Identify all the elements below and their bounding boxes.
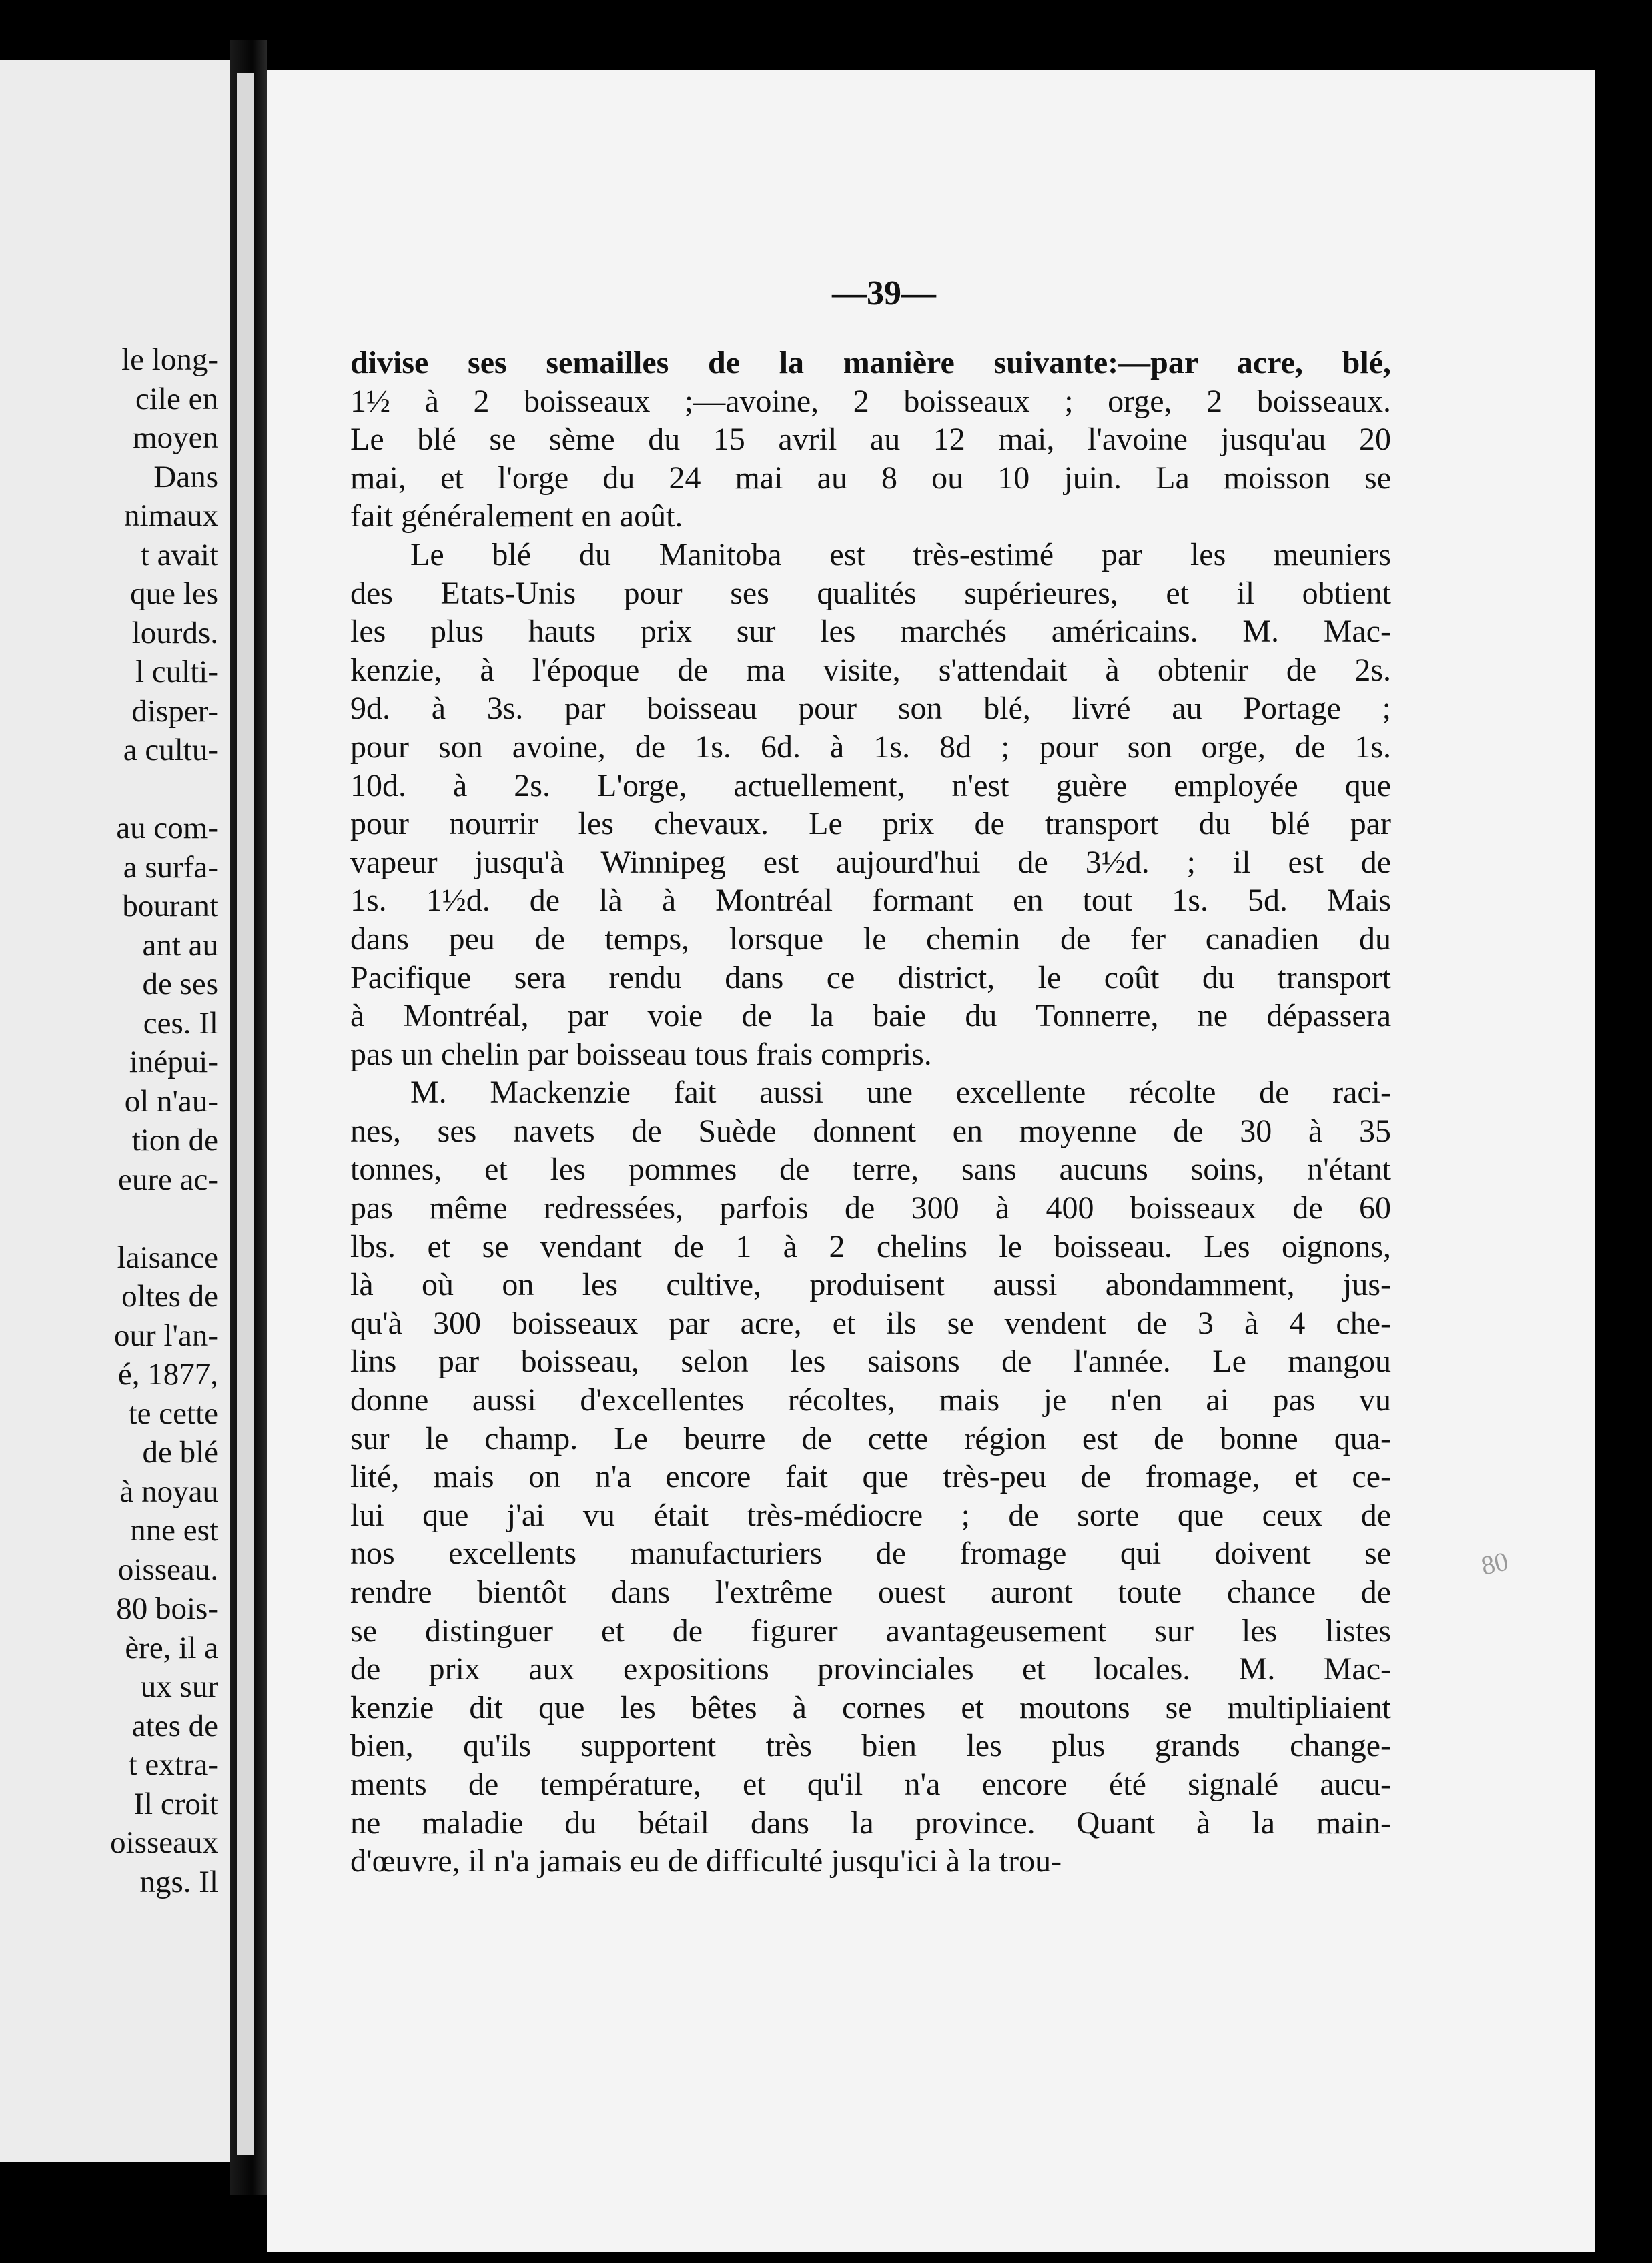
text-line: rendre bientôt dans l'extrême ouest auront toute chance de (350, 1574, 1391, 1610)
left-page-line: ant au (142, 927, 218, 963)
text-line: tonnes, et les pommes de terre, sans aucuns soins, n'étant (350, 1152, 1391, 1188)
left-page-line: eure ac- (118, 1162, 218, 1197)
text-line: ments de température, et qu'il n'a encore été signalé aucu- (350, 1766, 1391, 1802)
text-line: Le blé se sème du 15 avril au 12 mai, l'avoine jusqu'au 20 (350, 422, 1391, 458)
body-text (350, 344, 1391, 1881)
text-line: kenzie dit que les bêtes à cornes et moutons se multipliaient (350, 1689, 1391, 1725)
left-page-line: oisseaux (110, 1825, 218, 1860)
left-page-line: nne est (130, 1513, 218, 1548)
text-line: sur le champ. Le beurre de cette région est de bonne qua- (350, 1420, 1391, 1456)
text-line: des Etats-Unis pour ses qualités supérieures, et il obtient (350, 575, 1391, 611)
left-page-line: laisance (117, 1240, 218, 1275)
left-page-line: ol n'au- (124, 1083, 218, 1119)
left-page-line: lourds. (131, 615, 218, 650)
left-facing-page (0, 60, 230, 2162)
text-line: donne aussi d'excellentes récoltes, mais je n'en ai pas vu (350, 1382, 1391, 1418)
left-page-line: oisseau. (117, 1552, 218, 1587)
left-page-line: disper- (131, 693, 218, 729)
left-page-line: our l'an- (114, 1318, 218, 1353)
text-line: se distinguer et de figurer avantageusement sur les listes (350, 1613, 1391, 1649)
text-line: dans peu de temps, lorsque le chemin de fer canadien du (350, 921, 1391, 957)
text-line: pas même redressées, parfois de 300 à 400 boisseaux de 60 (350, 1190, 1391, 1226)
text-line: 1½ à 2 boisseaux ;—avoine, 2 boisseaux ; orge, 2 boisseaux. (350, 383, 1391, 419)
text-line: 1s. 1½d. de là à Montréal formant en tout 1s. 5d. Mais (350, 883, 1391, 919)
text-line: Le blé du Manitoba est très-estimé par les meuniers (410, 536, 1391, 572)
left-page-line: au com- (116, 811, 218, 845)
page-number: —39— (832, 274, 936, 312)
left-page-line: cile en (135, 381, 218, 416)
left-page-text (0, 340, 230, 1901)
text-line: 10d. à 2s. L'orge, actuellement, n'est guère employée que (350, 767, 1391, 803)
text-line: nes, ses navets de Suède donnent en moyenne de 30 à 35 (350, 1113, 1391, 1149)
text-line: kenzie, à l'époque de ma visite, s'attendait à obtenir de 2s. (350, 652, 1391, 688)
text-line: lins par boisseau, selon les saisons de l'année. Le mangou (350, 1344, 1391, 1380)
text-line: vapeur jusqu'à Winnipeg est aujourd'hui de 3½d. ; il est de (350, 844, 1391, 880)
left-page-line (0, 770, 230, 809)
text-line: là où on les cultive, produisent aussi abondamment, jus- (350, 1267, 1391, 1303)
left-page-line: moyen (133, 420, 218, 455)
left-page-line: oltes de (121, 1279, 218, 1314)
left-page-line: é, 1877, (117, 1357, 218, 1392)
text-line: ne maladie du bétail dans la province. Quant à la main- (350, 1805, 1391, 1841)
text-line: pour son avoine, de 1s. 6d. à 1s. 8d ; pour son orge, de 1s. (350, 729, 1391, 765)
text-line: pas un chelin par boisseau tous frais compris. (350, 1036, 932, 1072)
text-line: lité, mais on n'a encore fait que très-peu de fromage, et ce- (350, 1459, 1391, 1495)
left-page-line: 80 bois- (116, 1591, 218, 1626)
margin-pencil-mark: 80 (1478, 1546, 1511, 1581)
left-page-line: ces. Il (143, 1005, 218, 1041)
text-line: Pacifique sera rendu dans ce district, le coût du transport (350, 959, 1391, 995)
left-page-line: a cultu- (123, 733, 218, 767)
text-line: lui que j'ai vu était très-médiocre ; de sorte que ceux de (350, 1497, 1391, 1533)
text-line: à Montréal, par voie de la baie du Tonnerre, ne dépassera (350, 998, 1391, 1034)
text-line: bien, qu'ils supportent très bien les plus grands change- (350, 1728, 1391, 1764)
text-line: divise ses semailles de la manière suivante:—par acre, blé, (350, 345, 1391, 380)
left-page-line: l culti- (135, 654, 218, 689)
text-line: M. Mackenzie fait aussi une excellente récolte de raci- (410, 1075, 1391, 1111)
left-page-line: tion de (131, 1123, 218, 1158)
left-page-line: à noyau (119, 1474, 218, 1509)
left-page-line: a surfa- (123, 849, 218, 885)
left-page-line: ux sur (140, 1669, 218, 1704)
left-page-line (0, 1199, 230, 1238)
text-line: mai, et l'orge du 24 mai au 8 ou 10 juin. La moisson se (350, 460, 1391, 496)
left-page-line: de ses (142, 967, 218, 1001)
left-page-line: que les (130, 576, 218, 611)
left-page-line: de blé (142, 1435, 218, 1470)
text-line: les plus hauts prix sur les marchés américains. M. Mac- (350, 614, 1391, 650)
left-page-line: Dans (153, 459, 218, 494)
text-line: qu'à 300 boisseaux par acre, et ils se vendent de 3 à 4 che- (350, 1305, 1391, 1341)
text-line: de prix aux expositions provinciales et locales. M. Mac- (350, 1651, 1391, 1687)
left-page-line: Il croit (133, 1786, 218, 1821)
left-page-line: ates de (131, 1708, 218, 1743)
left-page-line: t extra- (128, 1747, 218, 1782)
text-line: nos excellents manufacturiers de fromage qui doivent se (350, 1536, 1391, 1572)
left-page-line: te cette (128, 1396, 218, 1431)
text-line: d'œuvre, il n'a jamais eu de difficulté jusqu'ici à la trou- (350, 1843, 1062, 1879)
left-page-line: nimaux (124, 498, 218, 533)
left-page-line: ère, il a (125, 1630, 218, 1665)
left-page-line: inépui- (129, 1045, 218, 1079)
text-line: fait généralement en août. (350, 498, 683, 534)
left-page-line: bourant (122, 889, 218, 923)
left-page-line: t avait (140, 537, 218, 572)
left-page-line: le long- (121, 342, 218, 377)
text-line: lbs. et se vendant de 1 à 2 chelins le boisseau. Les oignons, (350, 1228, 1391, 1264)
text-line: 9d. à 3s. par boisseau pour son blé, livré au Portage ; (350, 691, 1391, 727)
gutter-page-edge (237, 73, 254, 2155)
left-page-line: ngs. Il (139, 1864, 218, 1899)
text-line: pour nourrir les chevaux. Le prix de transport du blé par (350, 806, 1391, 842)
